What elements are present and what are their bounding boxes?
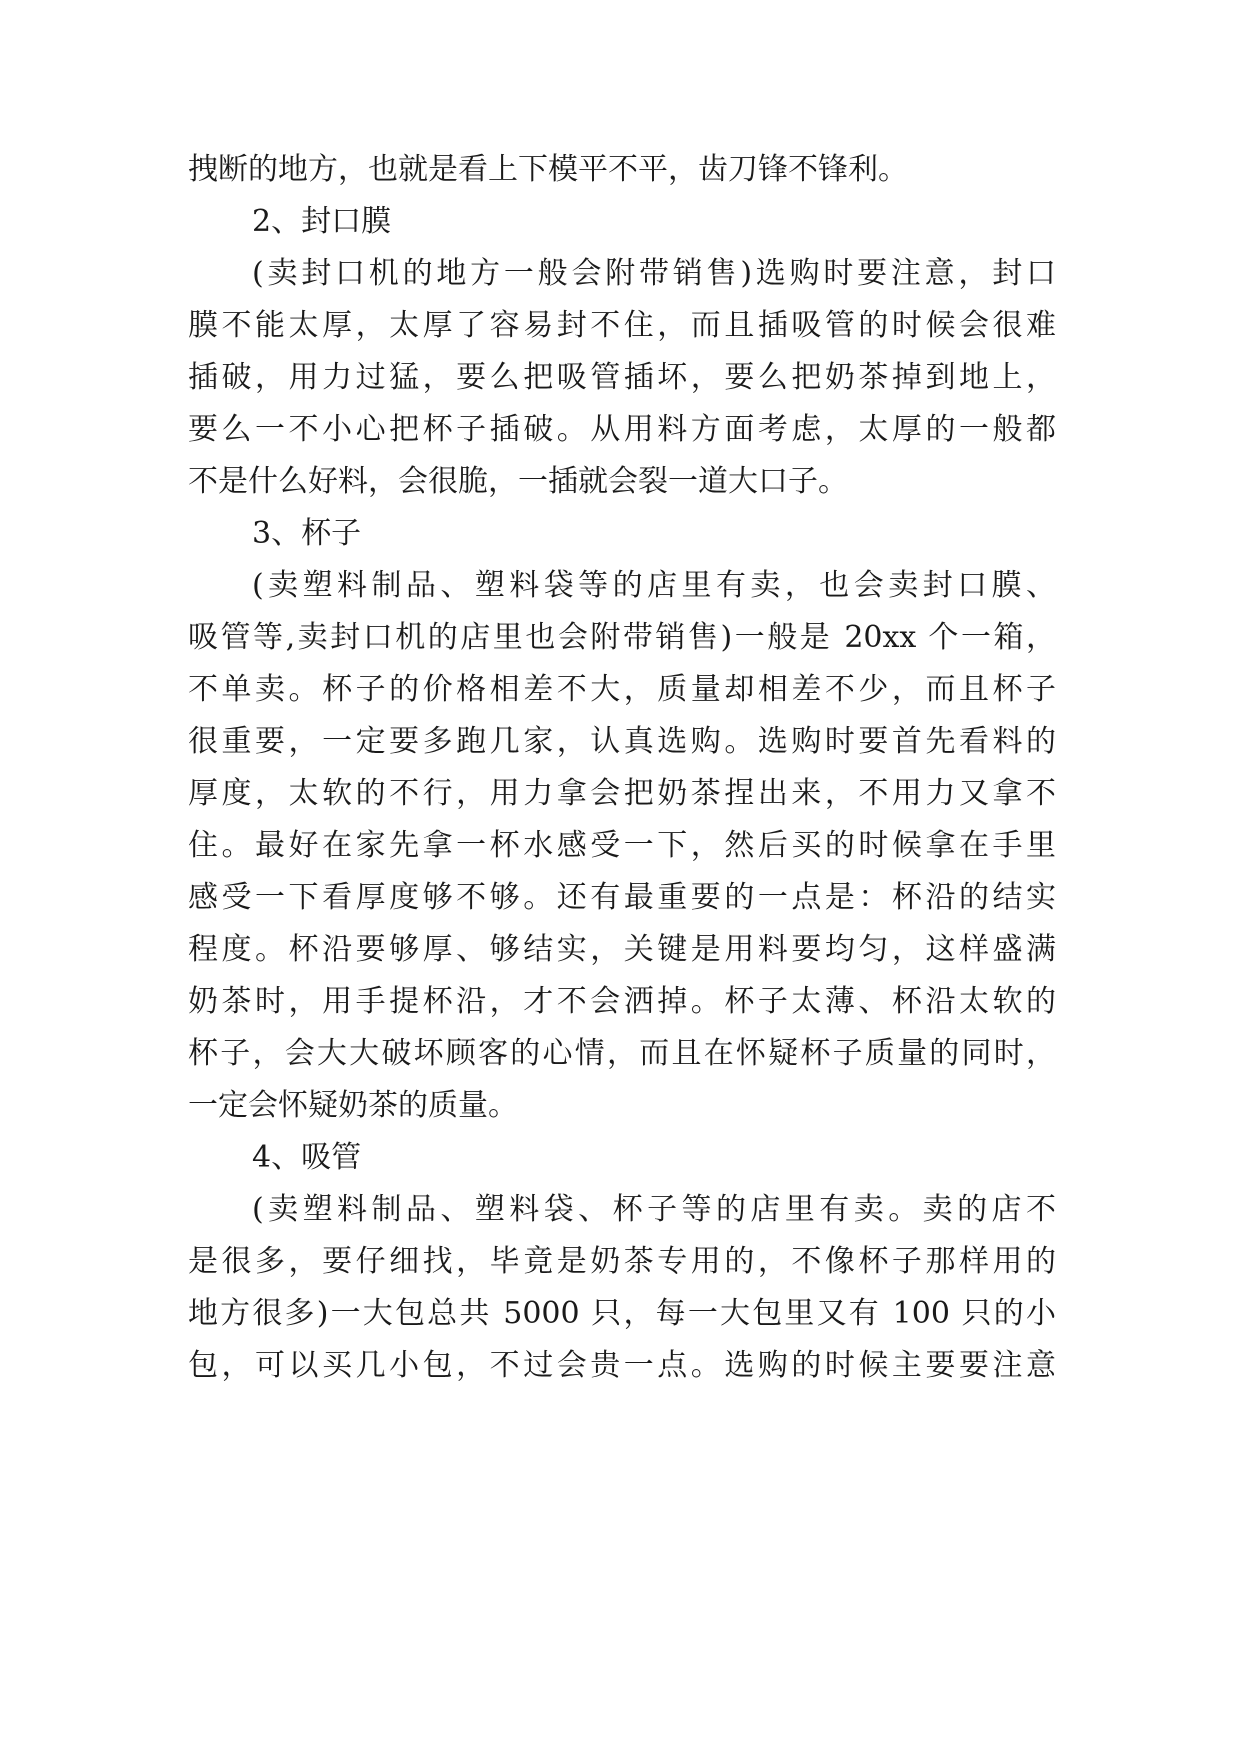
body-text-line: 程度。杯沿要够厚、够结实，关键是用料要均匀，这样盛满: [188, 932, 1056, 967]
body-text-line: 不单卖。杯子的价格相差不大，质量却相差不少，而且杯子: [188, 672, 1056, 707]
body-text-line: 要么一不小心把杯子插破。从用料方面考虑，太厚的一般都: [188, 412, 1056, 447]
body-text-line: 膜不能太厚，太厚了容易封不住，而且插吸管的时候会很难: [188, 308, 1056, 343]
body-text-line: 厚度，太软的不行，用力拿会把奶茶捏出来，不用力又拿不: [188, 776, 1056, 811]
body-text-line: 很重要，一定要多跑几家，认真选购。选购时要首先看料的: [188, 724, 1056, 759]
section-heading-straws: 4、吸管: [252, 1140, 362, 1175]
body-text-line: 拽断的地方，也就是看上下模平不平，齿刀锋不锋利。: [188, 152, 908, 187]
body-text-line: 感受一下看厚度够不够。还有最重要的一点是：杯沿的结实: [188, 880, 1056, 915]
body-text-line: 吸管等,卖封口机的店里也会附带销售)一般是 20xx 个一箱，: [188, 620, 1056, 655]
body-text-line: 奶茶时，用手提杯沿，才不会洒掉。杯子太薄、杯沿太软的: [188, 984, 1056, 1019]
section-heading-cups: 3、杯子: [252, 516, 362, 551]
body-text-line: 地方很多)一大包总共 5000 只，每一大包里又有 100 只的小: [188, 1296, 1056, 1331]
body-text-line: 一定会怀疑奶茶的质量。: [188, 1088, 518, 1123]
body-text-line: 住。最好在家先拿一杯水感受一下，然后买的时候拿在手里: [188, 828, 1056, 863]
body-text-line: 包，可以买几小包，不过会贵一点。选购的时候主要要注意: [188, 1348, 1056, 1383]
paragraph-first-line: (卖封口机的地方一般会附带销售)选购时要注意，封口: [252, 256, 1056, 291]
body-text-line: 是很多，要仔细找，毕竟是奶茶专用的，不像杯子那样用的: [188, 1244, 1056, 1279]
section-heading-seal-film: 2、封口膜: [252, 204, 392, 239]
paragraph-first-line: (卖塑料制品、塑料袋等的店里有卖，也会卖封口膜、: [252, 568, 1056, 603]
paragraph-first-line: (卖塑料制品、塑料袋、杯子等的店里有卖。卖的店不: [252, 1192, 1056, 1227]
body-text-line: 插破，用力过猛，要么把吸管插坏，要么把奶茶掉到地上，: [188, 360, 1056, 395]
body-text-line: 杯子，会大大破坏顾客的心情，而且在怀疑杯子质量的同时，: [188, 1036, 1056, 1071]
body-text-line: 不是什么好料，会很脆，一插就会裂一道大口子。: [188, 464, 848, 499]
